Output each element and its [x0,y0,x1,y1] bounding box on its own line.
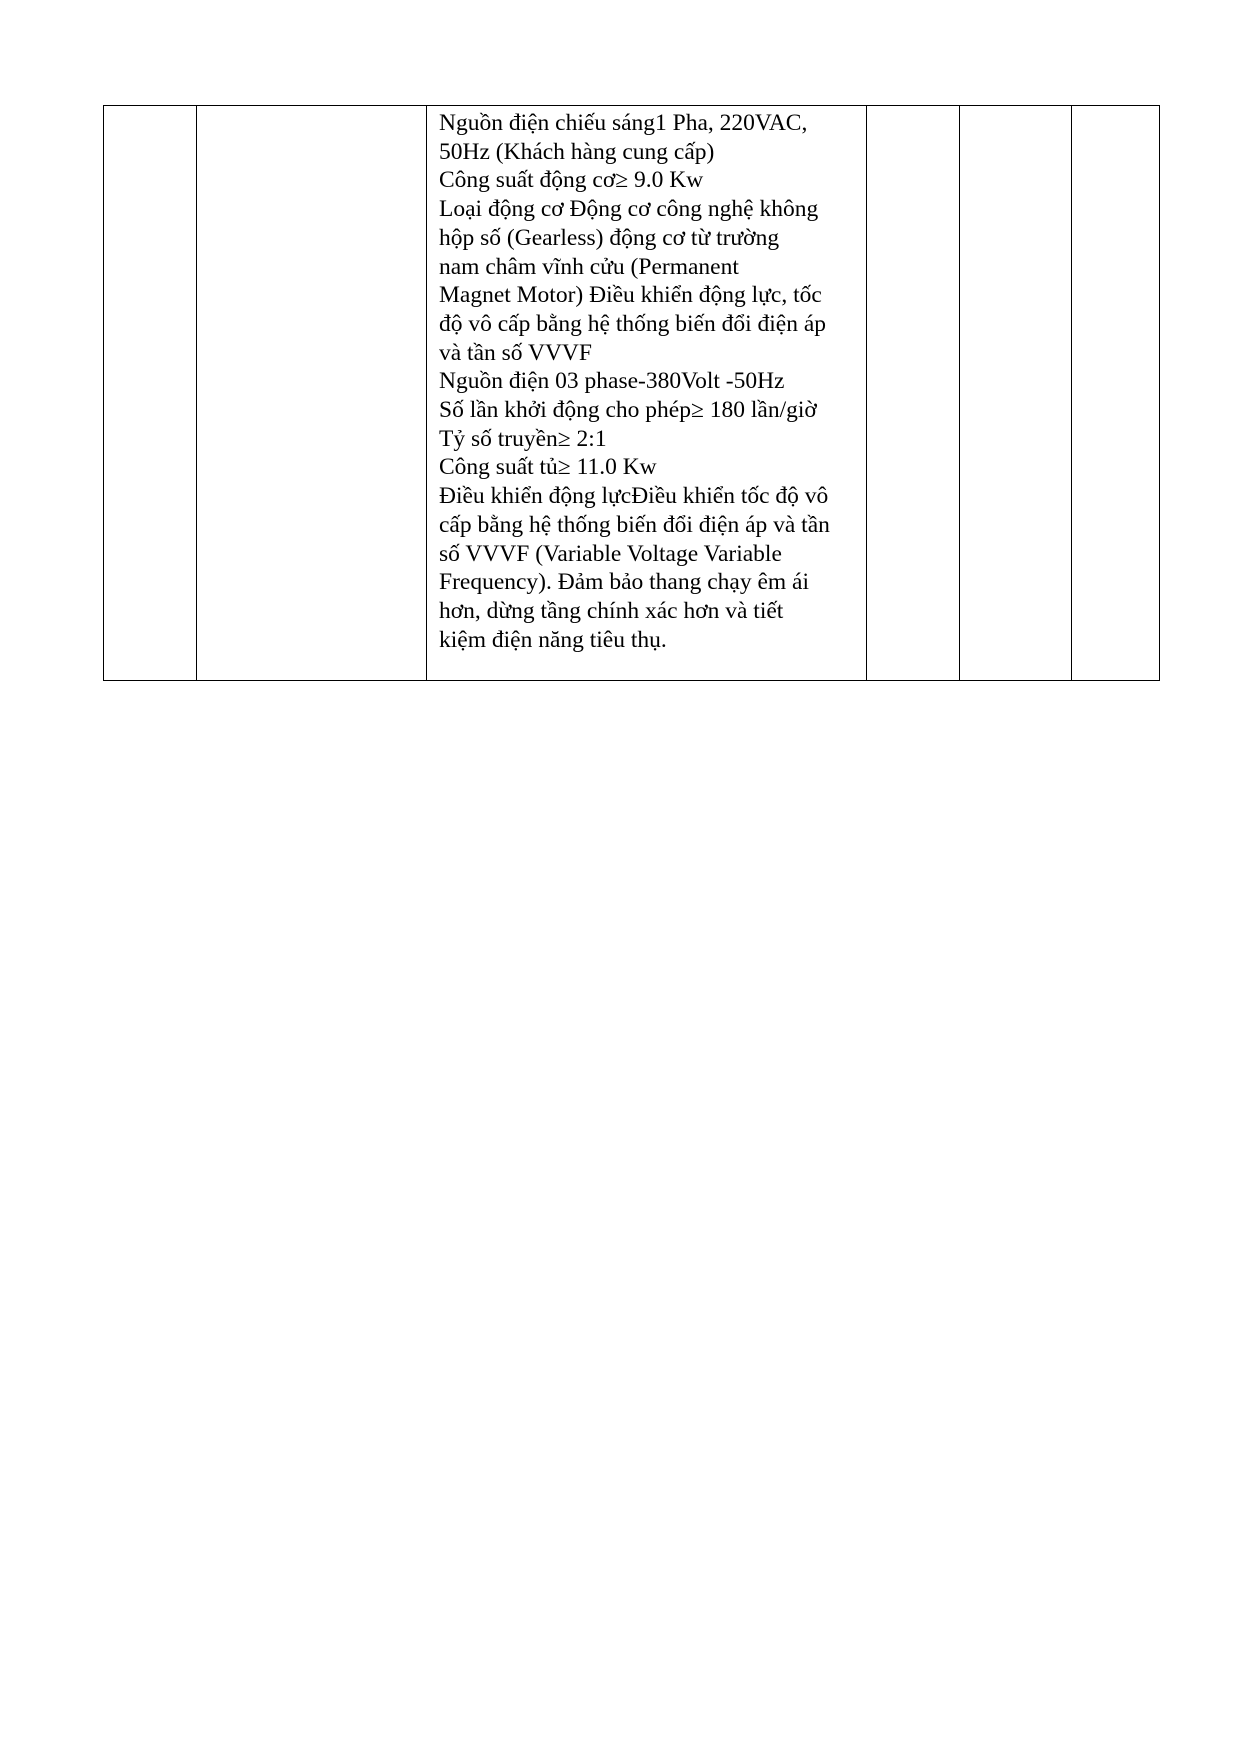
spec-line: Loại động cơ Động cơ công nghệ không [439,196,819,223]
spec-line: số VVVF (Variable Voltage Variable [439,540,782,567]
specification-table [103,105,1160,681]
spec-line: và tần số VVVF [439,339,592,366]
spec-line: Số lần khởi động cho phép≥ 180 lần/giờ [439,397,817,424]
spec-line: cấp bằng hệ thống biến đổi điện áp và tần [439,511,830,538]
spec-line: Magnet Motor) Điều khiển động lực, tốc [439,282,822,309]
spec-line: 50Hz (Khách hàng cung cấp) [439,138,715,165]
table-row [104,106,1160,681]
cell-note [1072,106,1160,681]
spec-line: Tỷ số truyền≥ 2:1 [439,425,607,452]
cell-unit [867,106,960,681]
spec-line: nam châm vĩnh cửu (Permanent [439,253,739,280]
cell-index [104,106,197,681]
spec-line: hộp số (Gearless) động cơ từ trường [439,224,780,251]
spec-line: kiệm điện năng tiêu thụ. [439,626,667,653]
spec-line: hơn, dừng tầng chính xác hơn và tiết [439,597,784,624]
spec-line: độ vô cấp bằng hệ thống biến đổi điện áp [439,310,827,337]
spec-line: Frequency). Đảm bảo thang chạy êm ái [439,569,809,596]
spec-line: Nguồn điện 03 phase-380Volt -50Hz [439,368,785,395]
spec-line: Công suất tủ≥ 11.0 Kw [439,454,657,481]
spec-line: Công suất động cơ≥ 9.0 Kw [439,167,704,194]
spec-text [439,109,858,654]
cell-quantity [960,106,1072,681]
cell-specifications [427,106,867,681]
spec-line: Nguồn điện chiếu sáng1 Pha, 220VAC, [439,110,808,136]
spec-line: Điều khiển động lựcĐiều khiển tốc độ vô [439,483,829,510]
cell-item-name [197,106,427,681]
